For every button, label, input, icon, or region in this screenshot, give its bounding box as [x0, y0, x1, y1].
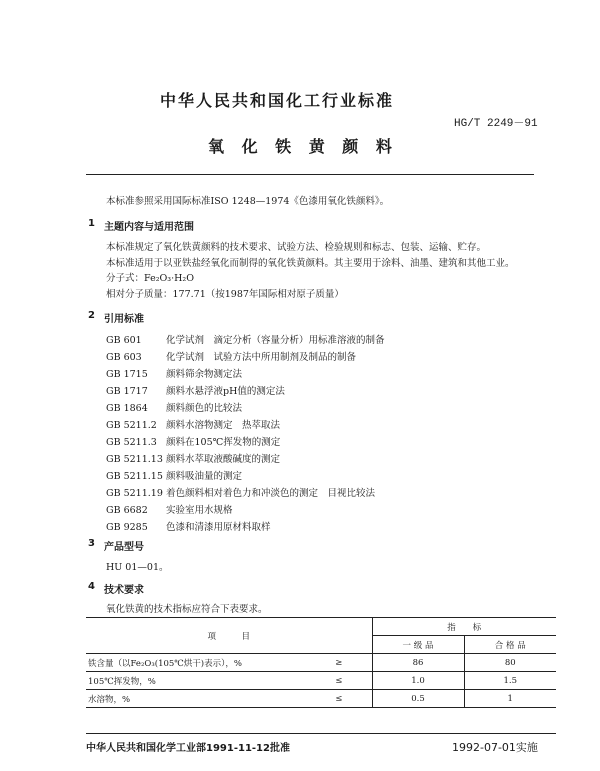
section-1-number: 1: [88, 218, 95, 229]
reference-code: GB 603: [106, 352, 142, 363]
reference-title: 颜料吸油量的测定: [166, 471, 243, 482]
table-cell-grade1: 0.5: [372, 690, 464, 708]
section-1-title: 主题内容与适用范围: [104, 222, 194, 233]
intro-paragraph: 本标准参照采用国际标准ISO 1248—1974《色漆用氧化铁颜料》。: [106, 196, 390, 207]
table-cell-grade1: 1.0: [372, 672, 464, 690]
reference-item: [106, 383, 285, 397]
reference-code: GB 9285: [106, 522, 148, 533]
table-cell-item: 水溶物，%: [88, 694, 131, 705]
table-cell-item: 105℃挥发物，%: [88, 676, 156, 687]
reference-item: [106, 366, 242, 380]
table-item-header: 项 目: [207, 631, 250, 642]
table-cell-qualified: 1.5: [464, 672, 556, 690]
reference-title: 色漆和清漆用原材料取样: [166, 522, 271, 533]
section-1-paragraph: 本标准适用于以亚铁盐经氧化而制得的氧化铁黄颜料。其主要用于涂料、油墨、建筑和其他工业。: [106, 258, 515, 269]
reference-code: GB 5211.2: [106, 420, 157, 431]
reference-title: 实验室用水规格: [166, 505, 233, 516]
reference-item: [106, 434, 280, 448]
molecular-weight: 相对分子质量：177.71（按1987年国际相对原子质量）: [106, 289, 344, 300]
table-cell-operator: ≤: [335, 675, 343, 686]
table-cell-operator: ≥: [335, 657, 343, 668]
reference-item: [106, 400, 242, 414]
section-1-paragraph: 本标准规定了氧化铁黄颜料的技术要求、试验方法、检验规则和标志、包装、运输、贮存。: [106, 242, 487, 253]
reference-item: [106, 332, 385, 346]
table-cell-item: 铁含量（以Fe₂O₃(105℃烘干)表示），%: [88, 658, 242, 669]
table-cell-qualified: 80: [464, 654, 556, 672]
table-row: [86, 690, 556, 708]
reference-item: [106, 349, 356, 363]
section-4-paragraph: 氧化铁黄的技术指标应符合下表要求。: [106, 604, 268, 615]
industry-standard-title: 中华人民共和国化工行业标准: [160, 91, 395, 110]
reference-item: [106, 417, 280, 431]
standard-number: HG/T 2249－91: [454, 118, 538, 130]
table-cell-grade1: 86: [372, 654, 464, 672]
reference-title: 颜料筛余物测定法: [166, 369, 243, 380]
table-row: [86, 654, 556, 672]
table-qualified-header: 合 格 品: [464, 636, 556, 654]
reference-code: GB 5211.13: [106, 454, 163, 465]
table-row: [86, 672, 556, 690]
document-title: 氧 化 铁 黄 颜 料: [208, 137, 398, 156]
table-grade1-header: 一 级 品: [372, 636, 464, 654]
reference-code: GB 6682: [106, 505, 148, 516]
reference-item: [106, 468, 242, 482]
table-cell-operator: ≤: [335, 693, 343, 704]
reference-item: [106, 519, 271, 533]
section-3-title: 产品型号: [104, 542, 144, 553]
table-index-header: 指 标: [372, 618, 556, 636]
reference-title: 颜料水溶物测定 热萃取法: [166, 420, 281, 431]
reference-code: GB 5211.3: [106, 437, 157, 448]
reference-code: GB 5211.15: [106, 471, 163, 482]
technical-requirements-table: [86, 617, 556, 708]
reference-title: 着色颜料相对着色力和冲淡色的测定 目视比较法: [166, 488, 376, 499]
reference-code: GB 1864: [106, 403, 148, 414]
reference-item: [106, 451, 280, 465]
reference-item: [106, 485, 375, 499]
table-cell-qualified: 1: [464, 690, 556, 708]
reference-title: 化学试剂 试验方法中所用制剂及制品的制备: [166, 352, 357, 363]
reference-title: 颜料颜色的比较法: [166, 403, 243, 414]
reference-title: 颜料水悬浮液pH值的测定法: [166, 386, 285, 397]
section-3-number: 3: [88, 538, 95, 549]
molecular-formula: 分子式：Fe₂O₃·H₂O: [106, 273, 195, 284]
reference-code: GB 5211.19: [106, 488, 163, 499]
product-model: HU 01—01。: [106, 562, 169, 573]
section-2-number: 2: [88, 310, 95, 321]
footer-divider: [86, 733, 556, 734]
approval-info: 中华人民共和国化学工业部1991-11-12批准: [86, 743, 290, 754]
reference-title: 颜料在105℃挥发物的测定: [166, 437, 281, 448]
implementation-date: 1992-07-01实施: [452, 741, 538, 754]
section-2-title: 引用标准: [104, 314, 144, 325]
reference-title: 化学试剂 滴定分析（容量分析）用标准溶液的制备: [166, 335, 385, 346]
title-divider: [86, 174, 534, 175]
reference-code: GB 1717: [106, 386, 148, 397]
reference-title: 颜料水萃取液酸碱度的测定: [166, 454, 281, 465]
section-4-number: 4: [88, 581, 95, 592]
reference-code: GB 1715: [106, 369, 148, 380]
section-4-title: 技术要求: [104, 585, 144, 596]
reference-code: GB 601: [106, 335, 142, 346]
reference-item: [106, 502, 233, 516]
